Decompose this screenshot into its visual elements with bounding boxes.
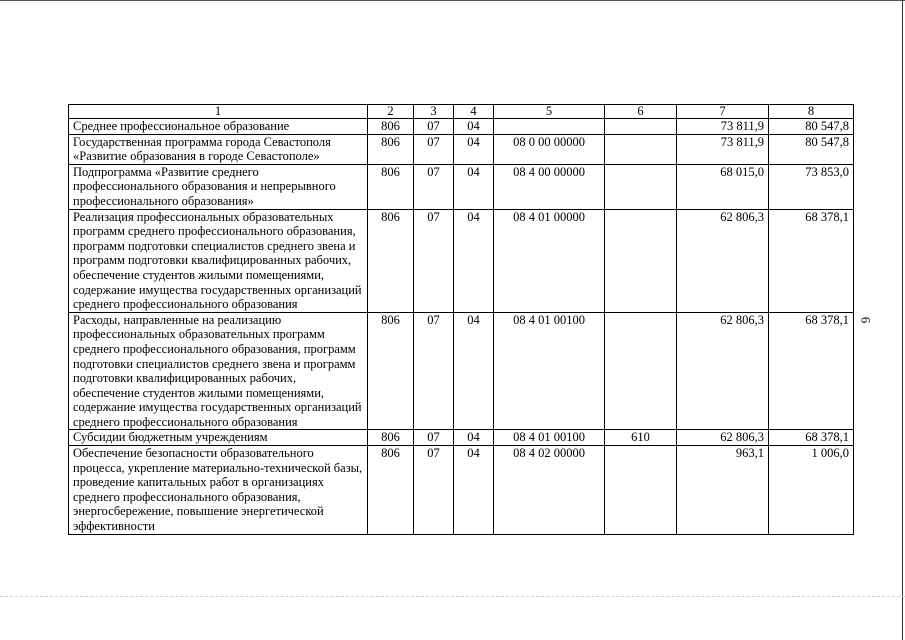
column-header: 7 (677, 105, 769, 119)
column-header: 6 (605, 105, 677, 119)
amount-col8: 68 378,1 (769, 312, 854, 430)
row-name: Реализация профессиональных образовательных программ среднего профессионального образования, программ подготовки специалистов среднего звена и программ подготовки квалифицированных рабочих, обеспечение студентов жилыми помещениями, содержание имущества государственных организаций среднего профессионального образования (69, 209, 368, 312)
section-code: 07 (414, 164, 454, 209)
table-row (69, 164, 854, 209)
section-code: 07 (414, 134, 454, 164)
expense-type-code (605, 134, 677, 164)
page-top-edge (0, 0, 905, 3)
expense-type-code: 610 (605, 430, 677, 446)
ministry-code: 806 (368, 430, 414, 446)
amount-col8: 68 378,1 (769, 209, 854, 312)
section-code: 07 (414, 446, 454, 535)
expense-type-code (605, 119, 677, 135)
amount-col8: 80 547,8 (769, 119, 854, 135)
table-row (69, 209, 854, 312)
column-header: 8 (769, 105, 854, 119)
amount-col8: 73 853,0 (769, 164, 854, 209)
page-number: 6 (858, 316, 874, 324)
amount-col7: 62 806,3 (677, 209, 769, 312)
subsection-code: 04 (454, 164, 494, 209)
ministry-code: 806 (368, 164, 414, 209)
table-row (69, 430, 854, 446)
amount-col7: 62 806,3 (677, 430, 769, 446)
amount-col8: 80 547,8 (769, 134, 854, 164)
row-name: Среднее профессиональное образование (69, 119, 368, 135)
subsection-code: 04 (454, 312, 494, 430)
amount-col8: 1 006,0 (769, 446, 854, 535)
amount-col7: 73 811,9 (677, 134, 769, 164)
subsection-code: 04 (454, 209, 494, 312)
target-article-code: 08 4 01 00100 (494, 430, 605, 446)
amount-col7: 73 811,9 (677, 119, 769, 135)
section-code: 07 (414, 312, 454, 430)
target-article-code (494, 119, 605, 135)
table-header-row (69, 105, 854, 119)
subsection-code: 04 (454, 119, 494, 135)
column-header: 1 (69, 105, 368, 119)
row-name: Расходы, направленные на реализацию профессиональных образовательных программ среднего профессионального образования, программ подготовки специалистов среднего звена и программ подготовки квалифицированных рабочих, обеспечение студентов жилыми помещениями, содержание имущества государственных организаций среднего профессионального образования (69, 312, 368, 430)
target-article-code: 08 4 01 00000 (494, 209, 605, 312)
row-name: Государственная программа города Севастополя «Развитие образования в городе Севастополе» (69, 134, 368, 164)
target-article-code: 08 0 00 00000 (494, 134, 605, 164)
column-header: 5 (494, 105, 605, 119)
ministry-code: 806 (368, 209, 414, 312)
subsection-code: 04 (454, 446, 494, 535)
section-code: 07 (414, 119, 454, 135)
subsection-code: 04 (454, 430, 494, 446)
amount-col8: 68 378,1 (769, 430, 854, 446)
expense-type-code (605, 446, 677, 535)
ministry-code: 806 (368, 119, 414, 135)
expense-type-code (605, 164, 677, 209)
budget-table (68, 104, 854, 535)
ministry-code: 806 (368, 312, 414, 430)
table-row (69, 446, 854, 535)
amount-col7: 68 015,0 (677, 164, 769, 209)
row-name: Подпрограмма «Развитие среднего профессионального образования и непрерывного профессионального образования» (69, 164, 368, 209)
section-code: 07 (414, 209, 454, 312)
expense-type-code (605, 209, 677, 312)
table-row (69, 119, 854, 135)
page-right-edge (902, 0, 903, 640)
ministry-code: 806 (368, 446, 414, 535)
expense-type-code (605, 312, 677, 430)
subsection-code: 04 (454, 134, 494, 164)
target-article-code: 08 4 02 00000 (494, 446, 605, 535)
amount-col7: 62 806,3 (677, 312, 769, 430)
target-article-code: 08 4 00 00000 (494, 164, 605, 209)
table-row (69, 312, 854, 430)
table-row (69, 134, 854, 164)
ministry-code: 806 (368, 134, 414, 164)
column-header: 3 (414, 105, 454, 119)
column-header: 2 (368, 105, 414, 119)
amount-col7: 963,1 (677, 446, 769, 535)
section-code: 07 (414, 430, 454, 446)
target-article-code: 08 4 01 00100 (494, 312, 605, 430)
scan-artifact-line (0, 596, 905, 601)
column-header: 4 (454, 105, 494, 119)
row-name: Субсидии бюджетным учреждениям (69, 430, 368, 446)
row-name: Обеспечение безопасности образовательного процесса, укрепление материально-технической базы, проведение капитальных работ в организациях среднего профессионального образования, энергосбережение, повышение энергетической эффективности (69, 446, 368, 535)
